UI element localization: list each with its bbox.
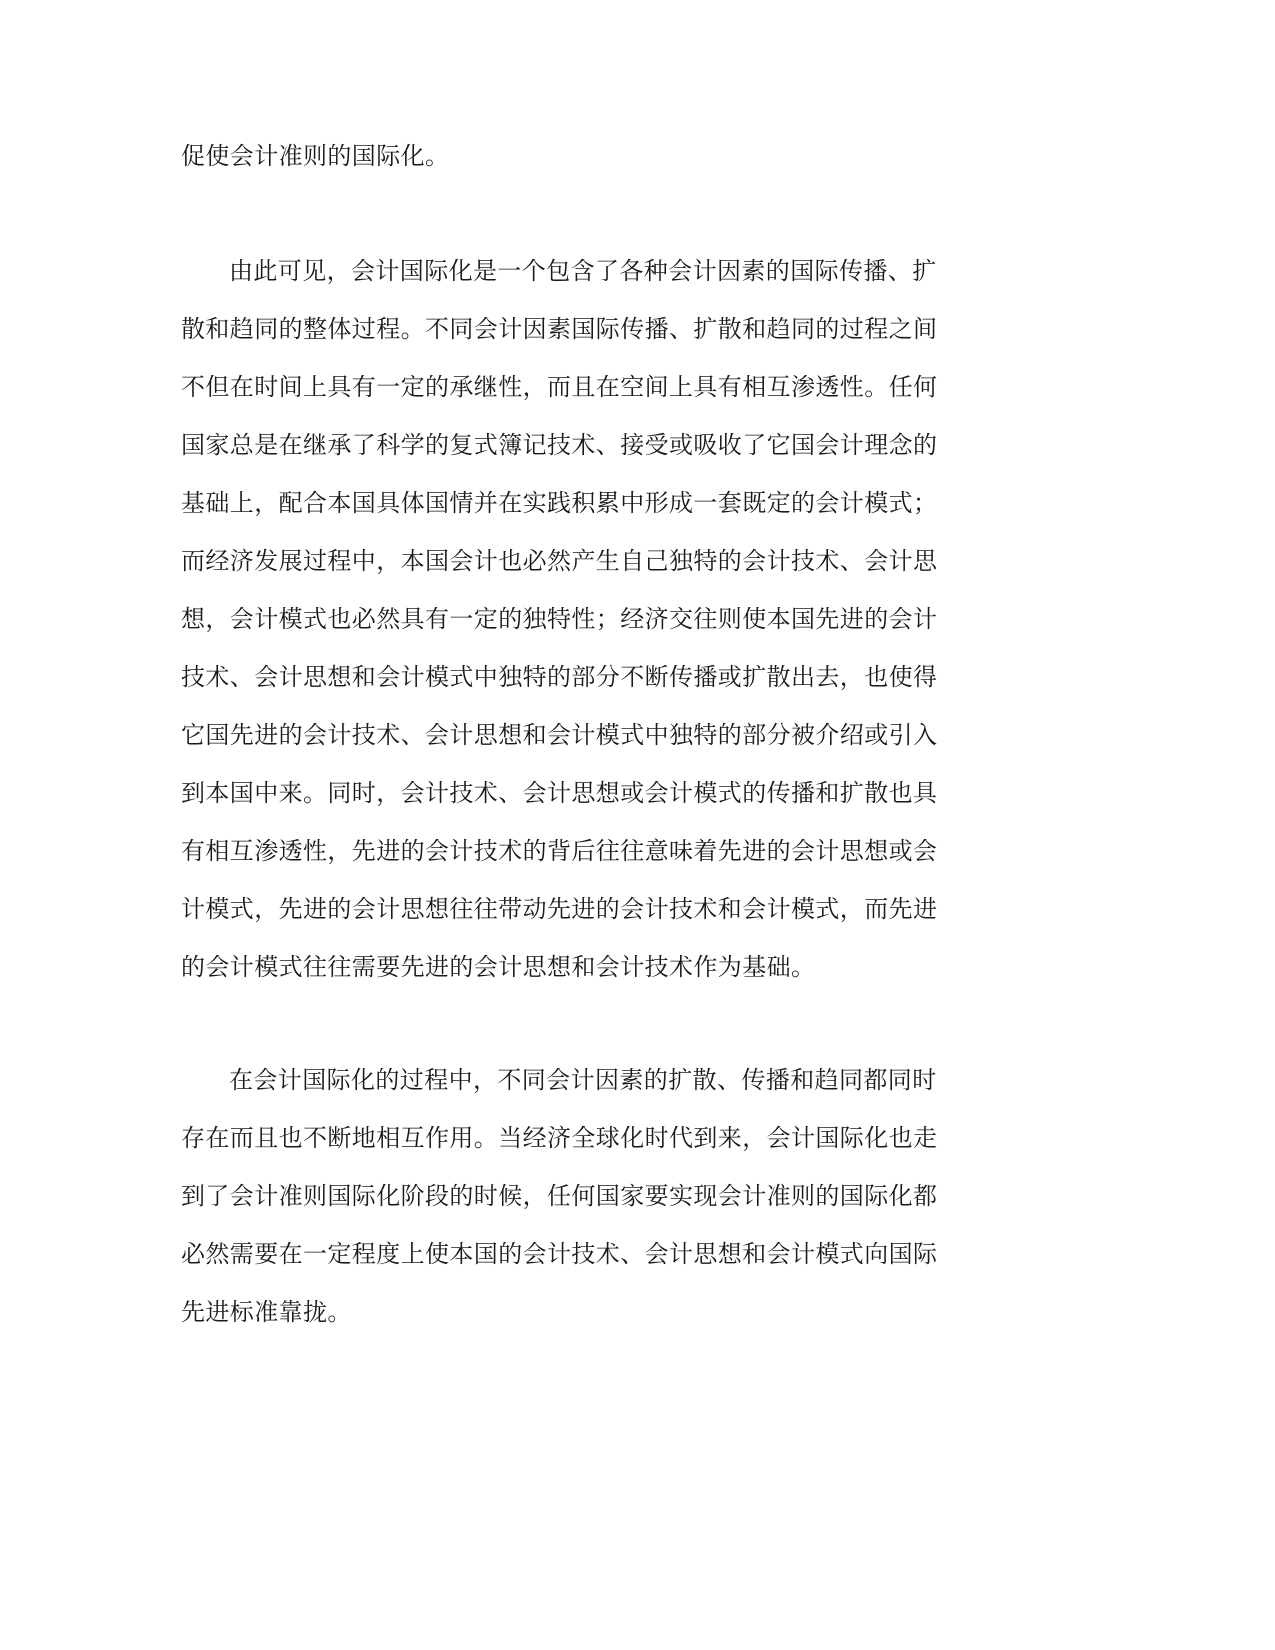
paragraph-line: 先进标准靠拢。 bbox=[181, 1298, 352, 1326]
paragraph-line: 的会计模式往往需要先进的会计思想和会计技术作为基础。 bbox=[181, 953, 816, 981]
paragraph-line: 想，会计模式也必然具有一定的独特性；经济交往则使本国先进的会计 bbox=[181, 605, 938, 633]
paragraph-line: 由此可见，会计国际化是一个包含了各种会计因素的国际传播、扩 bbox=[229, 257, 937, 285]
paragraph-line: 到本国中来。同时，会计技术、会计思想或会计模式的传播和扩散也具 bbox=[181, 779, 938, 807]
paragraph-line: 存在而且也不断地相互作用。当经济全球化时代到来，会计国际化也走 bbox=[181, 1124, 938, 1152]
paragraph-line: 技术、会计思想和会计模式中独特的部分不断传播或扩散出去，也使得 bbox=[181, 663, 938, 691]
paragraph-line: 而经济发展过程中，本国会计也必然产生自己独特的会计技术、会计思 bbox=[181, 547, 938, 575]
paragraph-line: 在会计国际化的过程中，不同会计因素的扩散、传播和趋同都同时 bbox=[229, 1066, 937, 1094]
paragraph-line: 不但在时间上具有一定的承继性，而且在空间上具有相互渗透性。任何 bbox=[181, 373, 938, 401]
paragraph-line: 促使会计准则的国际化。 bbox=[181, 142, 450, 170]
paragraph-line: 必然需要在一定程度上使本国的会计技术、会计思想和会计模式向国际 bbox=[181, 1240, 938, 1268]
paragraph-line: 它国先进的会计技术、会计思想和会计模式中独特的部分被介绍或引入 bbox=[181, 721, 938, 749]
paragraph-line: 基础上，配合本国具体国情并在实践积累中形成一套既定的会计模式； bbox=[181, 489, 938, 517]
paragraph-line: 国家总是在继承了科学的复式簿记技术、接受或吸收了它国会计理念的 bbox=[181, 431, 938, 459]
paragraph-line: 到了会计准则国际化阶段的时候，任何国家要实现会计准则的国际化都 bbox=[181, 1182, 938, 1210]
paragraph-line: 计模式，先进的会计思想往往带动先进的会计技术和会计模式，而先进 bbox=[181, 895, 938, 923]
paragraph-line: 有相互渗透性，先进的会计技术的背后往往意味着先进的会计思想或会 bbox=[181, 837, 938, 865]
paragraph-line: 散和趋同的整体过程。不同会计因素国际传播、扩散和趋同的过程之间 bbox=[181, 315, 938, 343]
